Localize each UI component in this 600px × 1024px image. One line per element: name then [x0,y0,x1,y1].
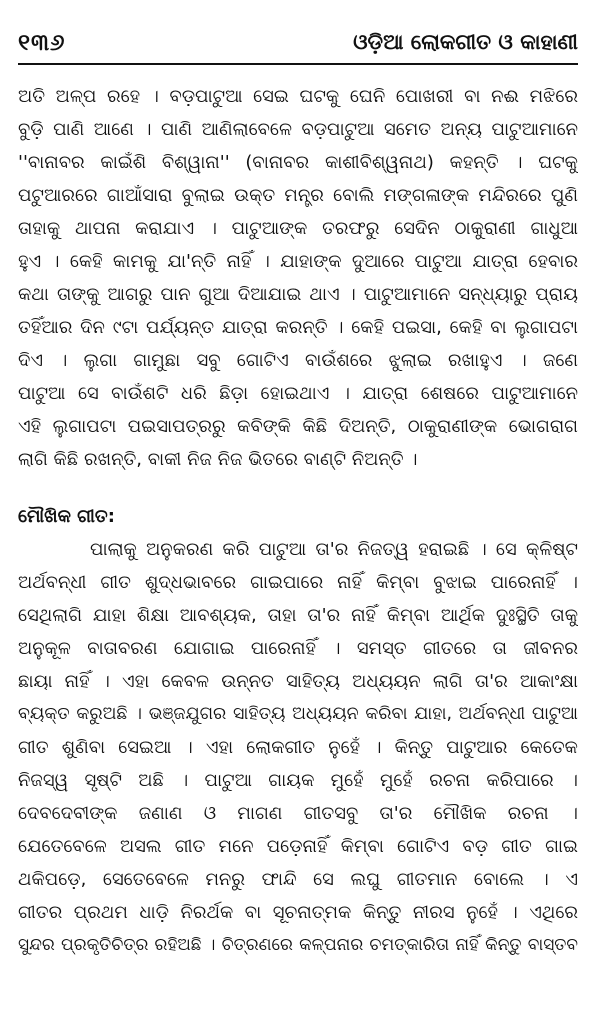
text-line: ଥକିପଡ଼େ, ସେତେବେଳେ ମନରୁ ଫାନ୍ଦି ସେ ଲଘୁ ଗୀତମାନ ବୋଲେ । ଏ [18,869,578,890]
text-line: ଦିଏ । ଲୁଗା ଗାମୁଛା ସବୁ ଗୋଟିଏ ବାଉଁଶରେ ଝୁଲାଇ ରଖାହୁଏ । ଜଣେ [18,350,578,371]
text-line: ସୁନ୍ଦର ପ୍ରକୃତିଚିତ୍ର ରହିଅଛି । ଚିତ୍ରଣରେ କଳ୍ପନାର ଚମତ୍କାରିତା ନାହିଁ କିନ୍ତୁ ବାସ୍ତବ [18,935,578,955]
text-line: ତହିଁଆର ଦିନ ୯ଟା ପର୍ଯ୍ୟନ୍ତ ଯାତ୍ରା କରନ୍ତି । କେହି ପଇସା, କେହି ବା ଲୁଗାପଟା [18,317,578,338]
text-line: ''ବାନାବର କାଇଁଶି ବିଶ୍ୱାନା'' (ବାନାବର କାଶୀବିଶ୍ୱନାଥ) କହନ୍ତି । ଘଟକୁ [18,152,578,173]
text-line: ତାହାକୁ ଥାପନା କରାଯାଏ । ପାଟୁଆଙ୍କ ତରଫରୁ ସେଦିନ ଠାକୁରାଣୀ ଗାଧୁଆ [18,218,578,239]
text-line: ପଟୁଆରରେ ଗାଆଁସାରା ବୁଲାଇ ଉକ୍ତ ମନ୍ତ୍ର ବୋଲି ମଙ୍ଗଳାଙ୍କ ମନ୍ଦିରରେ ପୁଣି [18,185,578,206]
text-line: ନିଜସ୍ୱ ସୃଷ୍ଟି ଅଛି । ପାଟୁଆ ଗାୟକ ମୁହେଁ ମୁହେଁ ରଚନା କରିପାରେ । [18,770,578,791]
section-heading: ମୌଖିକ ଗୀତ: [18,506,115,527]
text-line: ଅନୁକୂଳ ବାତାବରଣ ଯୋଗାଇ ପାରେନାହିଁ । ସମସ୍ତ ଗୀତରେ ତା ଜୀବନର [18,638,578,659]
text-line: ବ୍ୟକ୍ତ କରୁଅଛି । ଭଞ୍ଜଯୁଗର ସାହିତ୍ୟ ଅଧ୍ୟୟନ କରିବା ଯାହା, ଅର୍ଥବନ୍ଧୀ ପାଟୁଆ [18,704,578,724]
header-rule [18,63,578,65]
page-number: ୧୩୬ [18,30,66,56]
text-line: ଛାୟା ନାହିଁ । ଏହା କେବଳ ଉନ୍ନତ ସାହିତ୍ୟ ଅଧ୍ୟୟନ ଲାଗି ତା'ର ଆକାଂକ୍ଷା [18,671,578,692]
running-title: ଓଡ଼ିଆ ଲୋକଗୀତ ଓ କାହାଣୀ [353,30,578,54]
text-line: ଅର୍ଥବନ୍ଧୀ ଗୀତ ଶୁଦ୍ଧଭାବରେ ଗାଇପାରେ ନାହିଁ କିମ୍ବା ବୁଝାଇ ପାରେନାହିଁ । [18,572,578,593]
body-text [18,80,578,962]
text-line: ଯେତେବେଳେ ଅସଲ ଗୀତ ମନେ ପଡ଼େନାହିଁ କିମ୍ବା ଗୋଟିଏ ବଡ଼ ଗୀତ ଗାଇ [18,836,578,857]
text-line: କଥା ତାଙ୍କୁ ଆଗରୁ ପାନ ଗୁଆ ଦିଆଯାଇ ଥାଏ । ପାଟୁଆମାନେ ସନ୍ଧ୍ୟାରୁ ପ୍ରାୟ [18,284,578,305]
text-line: ଏହି ଲୁଗାପଟା ପଇସାପତ୍ରରୁ କବିଙ୍କି କିଛି ଦିଅନ୍ତି, ଠାକୁରାଣୀଙ୍କ ଭୋଗରାଗ [18,416,578,437]
text-line: ପାଲାକୁ ଅନୁକରଣ କରି ପାଟୁଆ ତା'ର ନିଜତ୍ୱ ହରାଇଛି । ସେ କ୍ଳିଷ୍ଟ [90,539,578,560]
page-header [18,20,578,66]
text-line: ଗୀତ ଶୁଣିବା ସେଇଆ । ଏହା ଲୋକଗୀତ ନୁହେଁ । କିନ୍ତୁ ପାଟୁଆର କେତେକ [18,737,578,758]
text-line: ପାଟୁଆ ସେ ବାଉଁଶଟି ଧରି ଛିଡ଼ା ହୋଇଥାଏ । ଯାତ୍ରା ଶେଷରେ ପାଟୁଆମାନେ [18,383,578,404]
text-line: ଅତି ଅଳ୍ପ ରହେ । ବଡ଼ପାଟୁଆ ସେଇ ଘଟକୁ ଘେନି ପୋଖରୀ ବା ନଈ ମଝିରେ [18,86,578,107]
text-line: ହୁଏ । କେହି କାମକୁ ଯା'ନ୍ତି ନାହିଁ । ଯାହାଙ୍କ ଦୁଆରେ ପାଟୁଆ ଯାତ୍ରା ହେବାର [18,251,578,272]
text-line: ଲାଗି କିଛି ରଖନ୍ତି, ବାକୀ ନିଜ ନିଜ ଭିତରେ ବାଣ୍ଟି ନିଅନ୍ତି । [18,449,418,470]
text-line: ବୁଡ଼ି ପାଣି ଆଣେ । ପାଣି ଆଣିଲାବେଳେ ବଡ଼ପାଟୁଆ ସମେତ ଅନ୍ୟ ପାଟୁଆମାନେ [18,119,578,140]
paragraph-gap [18,476,578,500]
text-line: ସେଥିଲାଗି ଯାହା ଶିକ୍ଷା ଆବଶ୍ୟକ, ତାହା ତା'ର ନାହିଁ କିମ୍ବା ଆର୍ଥିକ ଦୁଃସ୍ଥିତି ତାକୁ [18,605,578,626]
text-line: ଦେବଦେବୀଙ୍କ ଜଣାଣ ଓ ମାଗଣ ଗୀତସବୁ ତା'ର ମୌଖିକ ରଚନା । [18,803,578,824]
text-line: ଗୀତର ପ୍ରଥମ ଧାଡ଼ି ନିରର୍ଥକ ବା ସୂଚନାତ୍ମକ କିନ୍ତୁ ନୀରସ ନୁହେଁ । ଏଥିରେ [18,902,578,923]
